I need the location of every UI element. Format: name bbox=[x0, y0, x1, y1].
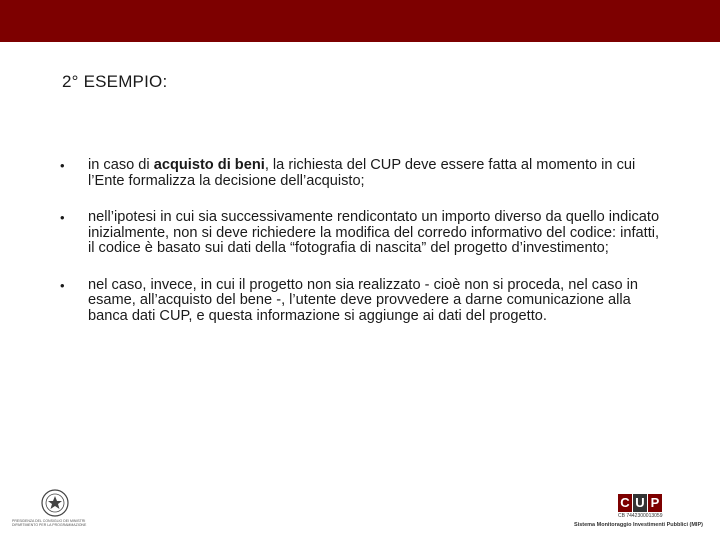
bullet-text-bold: acquisto di beni bbox=[153, 157, 265, 173]
cup-logo bbox=[618, 494, 663, 512]
slide-title: 2° ESEMPIO: bbox=[62, 72, 168, 91]
bullet-text-post: , la richiesta del CUP deve essere fatta al momento in cui l’Ente formalizza la decisione dell’acquisto; bbox=[88, 157, 636, 189]
bullet-item-3 bbox=[60, 278, 660, 325]
emblem-icon bbox=[40, 488, 70, 518]
cup-logo-block bbox=[570, 494, 715, 534]
bullet-marker: • bbox=[60, 210, 65, 225]
header-bar bbox=[0, 0, 720, 42]
bullet-item-2 bbox=[60, 210, 660, 257]
cup-subtitle: CB 7442300013059 bbox=[618, 513, 663, 519]
cup-letter-p: P bbox=[648, 494, 662, 512]
cup-letter-c: C bbox=[618, 494, 632, 512]
cup-tagline: Sistema Monitoraggio Investimenti Pubblici (MIP) bbox=[574, 522, 703, 528]
bullet-text: nel caso, invece, in cui il progetto non sia realizzato - cioè non si proceda, nel caso in esame, all’acquisto del bene -, l’utente deve provvedere a darne comunicazione alla banca dati CUP, e questa informazione si aggiunge ai dati del progetto. bbox=[88, 276, 639, 324]
bullet-text: nell’ipotesi in cui sia successivamente rendicontato un importo diverso da quello indicato inizialmente, non si deve richiedere la modifica del corredo informativo del codice: infatti, il codice è basato sui dati della “fotografia di nascita” del progetto d’investimento; bbox=[88, 209, 660, 256]
bullet-marker: • bbox=[60, 277, 65, 293]
logo-caption-line2: DIPARTIMENTO PER LA PROGRAMMAZIONE bbox=[12, 523, 87, 527]
bullet-text-pre: in caso di bbox=[88, 157, 154, 173]
bullet-list bbox=[60, 158, 660, 345]
cup-letter-u: U bbox=[633, 494, 647, 512]
bullet-marker: • bbox=[60, 158, 65, 173]
logo-caption-line1: PRESIDENZA DEL CONSIGLIO DEI MINISTRI bbox=[12, 519, 86, 523]
bullet-item-1 bbox=[60, 158, 660, 189]
government-logo bbox=[10, 488, 110, 528]
